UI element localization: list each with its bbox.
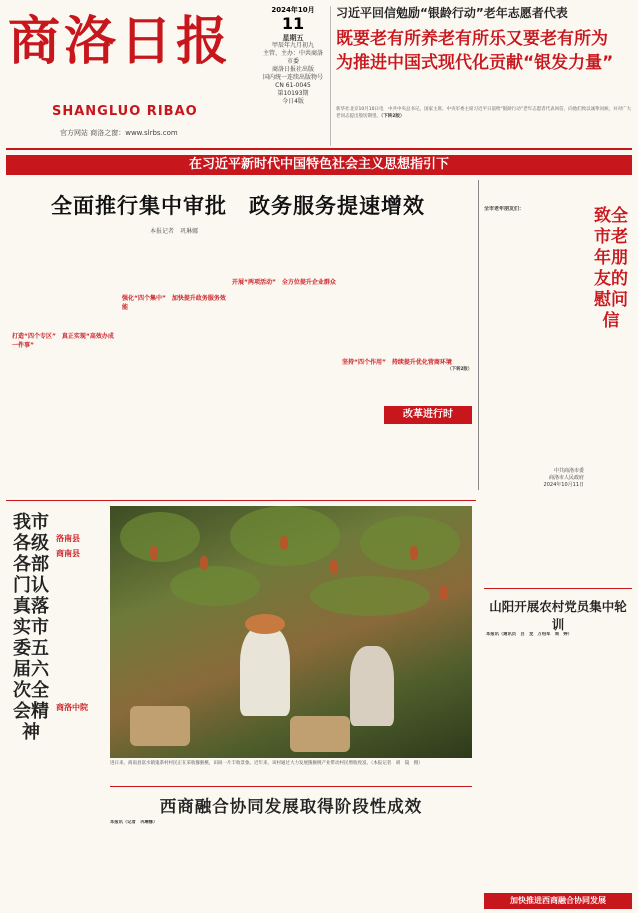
date-issue: 第10193期	[277, 90, 309, 97]
main-subhead-1: 打造“四个专区” 真正实现“高效办成一件事”	[12, 333, 114, 349]
masthead-pinyin: SHANGLUO RIBAO	[52, 104, 198, 119]
photo-credit: （本报记者 胡 镜 摄）	[371, 761, 423, 766]
main-continued[interactable]: （下转2版）	[447, 367, 472, 372]
top-lead	[336, 106, 632, 120]
date-code1: 商洛日报社出版	[271, 66, 314, 73]
side-sign-date: 2024年10月11日	[543, 482, 584, 488]
top-headline-line2: 为推进中国式现代化贡献“银发力量”	[336, 53, 614, 73]
website-link[interactable]: 官方网站 商洛之窗：www.slrbs.com	[60, 129, 178, 137]
top-lead-text: 新华社北京10月10日电 中共中央总书记、国家主席、中央军委主席习近平日前给“银龄行动”老年志愿者代表回信，向他们致以诚挚问候，并对广大老同志提出殷切期望。	[336, 107, 632, 119]
main-subhead-3: 开展“两项活动” 全方位提升企业群众	[232, 279, 336, 286]
kiwi-harvest-photo	[110, 506, 472, 758]
main-subhead-2: 强化“四个集中” 加快提升政务服务效能	[122, 295, 226, 311]
photo-caption	[110, 760, 472, 767]
main-col-2	[122, 238, 226, 500]
column-divider	[478, 180, 479, 490]
bottom-section-bar: 加快推进西商融合协同发展	[484, 893, 632, 909]
mid-rule	[6, 500, 476, 501]
region-shangnan: 商南县	[56, 548, 80, 558]
main-subhead-4: 坚持“四个作用” 持续提升优化营商环境	[342, 359, 452, 366]
top-headline-line1: 既要老有所养老有所乐又要老有所为	[336, 29, 608, 49]
side-salutation: 全市老年朋友们：	[484, 206, 525, 212]
date-block	[262, 6, 324, 106]
side-rule	[484, 588, 632, 589]
region-luonan: 洛南县	[56, 534, 80, 543]
main-story-title[interactable]: 全面推行集中审批 政务服务提速增效	[51, 194, 425, 218]
date-day: 11	[281, 14, 305, 33]
top-headline[interactable]	[336, 4, 632, 74]
party-byline: 本报讯（通讯员 吕 龙 万绍军 周 婷）	[486, 632, 572, 637]
date-lunar: 甲辰年九月初九	[271, 42, 314, 49]
masthead-logo: 商洛日报	[8, 11, 233, 72]
main-col-3	[232, 238, 336, 500]
date-pages: 今日4版	[282, 98, 304, 105]
side-letter-body	[484, 206, 584, 512]
bottom-story-title[interactable]: 西商融合协同发展取得阶段性成效	[159, 797, 423, 816]
divider	[330, 6, 331, 146]
top-kicker: 习近平回信勉励“银龄行动”老年志愿者代表	[336, 6, 568, 20]
vertical-story-title[interactable]: 我市各级各部门认真落实市委五届六次全会精神	[13, 512, 49, 743]
section-banner: 在习近平新时代中国特色社会主义思想指引下	[6, 155, 632, 175]
date-code2: 国内统一连续出版物号	[262, 74, 323, 81]
side-signature-1: 中共商洛市委	[553, 468, 584, 474]
main-col-1	[12, 238, 116, 500]
photo-caption-text: 进日来，商南县富水镇鬼茶村村民正在采收猕猴桃，田间一片丰收景象。近年来，该村通过大力发展猕猴桃产业带动村民增收致富。	[110, 761, 371, 766]
party-story-body	[486, 632, 632, 888]
bottom-story-body	[110, 820, 472, 908]
top-continued[interactable]: （下转2版）	[381, 114, 405, 119]
top-rule	[6, 148, 632, 150]
bottom-rule	[110, 786, 472, 787]
vertical-col	[56, 508, 106, 898]
region-court: 商洛中院	[56, 703, 88, 713]
reform-stamp: 改革进行时	[384, 406, 472, 424]
main-story-reporter: 本报记者 巩琳娜	[150, 228, 199, 235]
main-col-4	[342, 238, 472, 408]
date-year-month: 2024年10月	[271, 6, 315, 14]
side-signature-2: 商洛市人民政府	[548, 475, 584, 481]
party-story-title[interactable]: 山阳开展农村党员集中轮训	[489, 599, 627, 632]
date-weekday: 星期五	[282, 34, 304, 42]
date-org: 主管、主办：中共商洛市委	[262, 50, 323, 65]
bottom-byline: 本报讯（记者 巩琳娜）	[110, 820, 158, 825]
date-cn: CN 61-0045	[275, 82, 311, 89]
side-story-title[interactable]: 致全市老年朋友的慰问信	[594, 206, 628, 331]
